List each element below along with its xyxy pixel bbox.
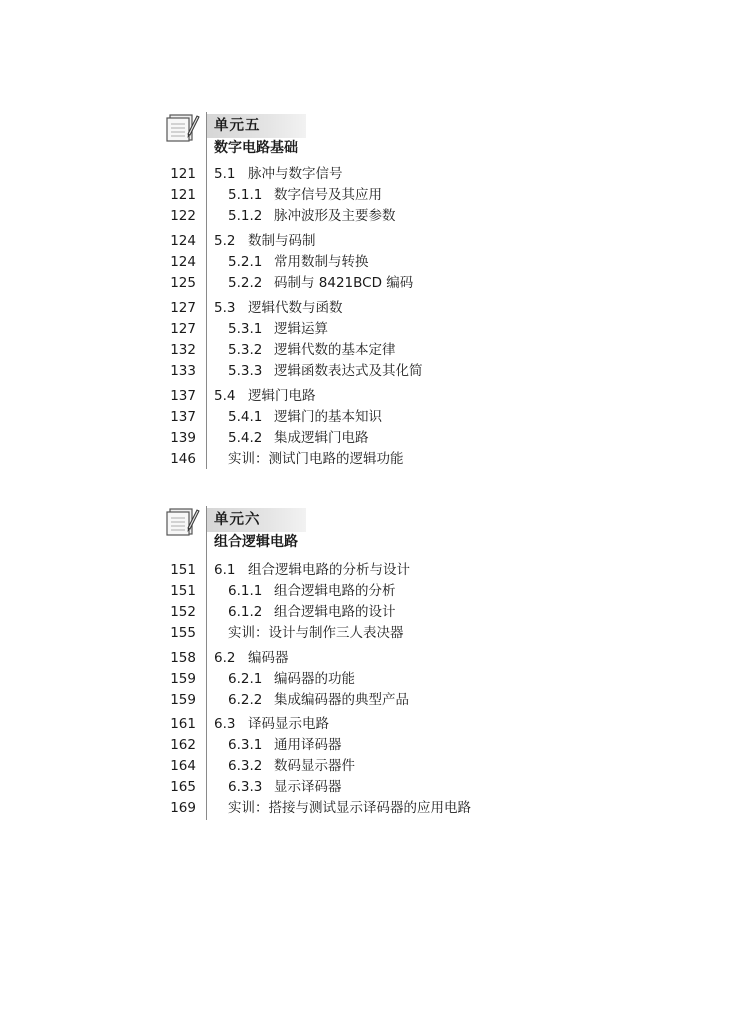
section-number: 6.1.2 [228, 604, 263, 620]
section-number: 5.4.2 [228, 430, 263, 446]
section-number: 6.1 [214, 562, 236, 578]
unit-label: 单元六 [214, 512, 261, 528]
toc-entry[interactable] [0, 602, 750, 622]
page-number: 121 [170, 187, 196, 203]
page-number: 139 [170, 430, 196, 446]
toc-entry[interactable] [0, 164, 750, 184]
section-title: 脉冲与数字信号 [248, 166, 343, 182]
toc-entry[interactable] [0, 206, 750, 226]
toc-entry[interactable] [0, 581, 750, 601]
section-title: 集成编码器的典型产品 [274, 692, 409, 708]
page-number: 151 [170, 562, 196, 578]
section-number: 5.2.1 [228, 254, 263, 270]
section-title: 编码器的功能 [274, 671, 355, 687]
section-title: 组合逻辑电路的分析与设计 [248, 562, 410, 578]
section-number: 5.1 [214, 166, 236, 182]
toc-entry[interactable] [0, 361, 750, 381]
section-title: 组合逻辑电路的分析 [274, 583, 396, 599]
section-number: 5.3.1 [228, 321, 263, 337]
toc-entry[interactable] [0, 231, 750, 251]
unit-label: 单元五 [214, 118, 261, 134]
page-number: 124 [170, 233, 196, 249]
section-title: 实训：搭接与测试显示译码器的应用电路 [228, 800, 471, 816]
toc-entry[interactable] [0, 319, 750, 339]
page-number: 158 [170, 650, 196, 666]
page-number: 137 [170, 388, 196, 404]
toc-entry[interactable] [0, 623, 750, 643]
section-number: 6.3.3 [228, 779, 263, 795]
section-number: 6.2.2 [228, 692, 263, 708]
toc-entry[interactable] [0, 777, 750, 797]
section-number: 6.2 [214, 650, 236, 666]
toc-entry[interactable] [0, 273, 750, 293]
section-title: 逻辑函数表达式及其化简 [274, 363, 423, 379]
toc-entry[interactable] [0, 560, 750, 580]
page-number: 161 [170, 716, 196, 732]
notebook-pencil-icon [166, 506, 200, 536]
toc-entry[interactable] [0, 735, 750, 755]
page-number: 162 [170, 737, 196, 753]
section-title: 逻辑代数与函数 [248, 300, 343, 316]
page-number: 133 [170, 363, 196, 379]
section-number: 5.3.2 [228, 342, 263, 358]
toc-entry[interactable] [0, 428, 750, 448]
section-title: 常用数制与转换 [274, 254, 369, 270]
page-number: 159 [170, 692, 196, 708]
section-number: 6.1.1 [228, 583, 263, 599]
page-number: 146 [170, 451, 196, 467]
section-title: 逻辑门的基本知识 [274, 409, 382, 425]
section-title: 逻辑门电路 [248, 388, 316, 404]
section-number: 5.2 [214, 233, 236, 249]
page-number: 169 [170, 800, 196, 816]
toc-entry[interactable] [0, 298, 750, 318]
page-number: 127 [170, 321, 196, 337]
section-number: 6.2.1 [228, 671, 263, 687]
section-title: 显示译码器 [274, 779, 342, 795]
page-number: 164 [170, 758, 196, 774]
page-number: 155 [170, 625, 196, 641]
section-title: 数制与码制 [248, 233, 316, 249]
section-number: 6.3 [214, 716, 236, 732]
notebook-pencil-icon [166, 112, 200, 142]
section-number: 5.1.1 [228, 187, 263, 203]
section-number: 5.2.2 [228, 275, 263, 291]
toc-entry[interactable] [0, 407, 750, 427]
section-title: 集成逻辑门电路 [274, 430, 369, 446]
section-title: 逻辑代数的基本定律 [274, 342, 396, 358]
section-title: 译码显示电路 [248, 716, 329, 732]
section-title: 组合逻辑电路的设计 [274, 604, 396, 620]
toc-entry[interactable] [0, 690, 750, 710]
toc-entry[interactable] [0, 386, 750, 406]
unit-title: 数字电路基础 [214, 140, 298, 156]
section-number: 5.3 [214, 300, 236, 316]
unit-title: 组合逻辑电路 [214, 534, 298, 550]
section-number: 5.1.2 [228, 208, 263, 224]
toc-entry[interactable] [0, 252, 750, 272]
page-number: 124 [170, 254, 196, 270]
toc-entry[interactable] [0, 648, 750, 668]
section-number: 6.3.1 [228, 737, 263, 753]
page-number: 127 [170, 300, 196, 316]
toc-entry[interactable] [0, 449, 750, 469]
page-number: 152 [170, 604, 196, 620]
section-title: 通用译码器 [274, 737, 342, 753]
toc-entry[interactable] [0, 798, 750, 818]
section-title: 逻辑运算 [274, 321, 328, 337]
section-title: 数码显示器件 [274, 758, 355, 774]
page-number: 165 [170, 779, 196, 795]
toc-entry[interactable] [0, 185, 750, 205]
toc-entry[interactable] [0, 669, 750, 689]
section-number: 6.3.2 [228, 758, 263, 774]
page-number: 151 [170, 583, 196, 599]
section-number: 5.4 [214, 388, 236, 404]
page-number: 122 [170, 208, 196, 224]
page-number: 132 [170, 342, 196, 358]
page-number: 137 [170, 409, 196, 425]
page-number: 125 [170, 275, 196, 291]
toc-entry[interactable] [0, 340, 750, 360]
section-title: 实训：设计与制作三人表决器 [228, 625, 404, 641]
toc-entry[interactable] [0, 714, 750, 734]
page-number: 159 [170, 671, 196, 687]
section-title: 编码器 [248, 650, 289, 666]
section-number: 5.3.3 [228, 363, 263, 379]
section-title: 数字信号及其应用 [274, 187, 382, 203]
section-title: 脉冲波形及主要参数 [274, 208, 396, 224]
section-title: 码制与 8421BCD 编码 [274, 275, 414, 291]
page-number: 121 [170, 166, 196, 182]
section-number: 5.4.1 [228, 409, 263, 425]
toc-entry[interactable] [0, 756, 750, 776]
section-title: 实训：测试门电路的逻辑功能 [228, 451, 404, 467]
